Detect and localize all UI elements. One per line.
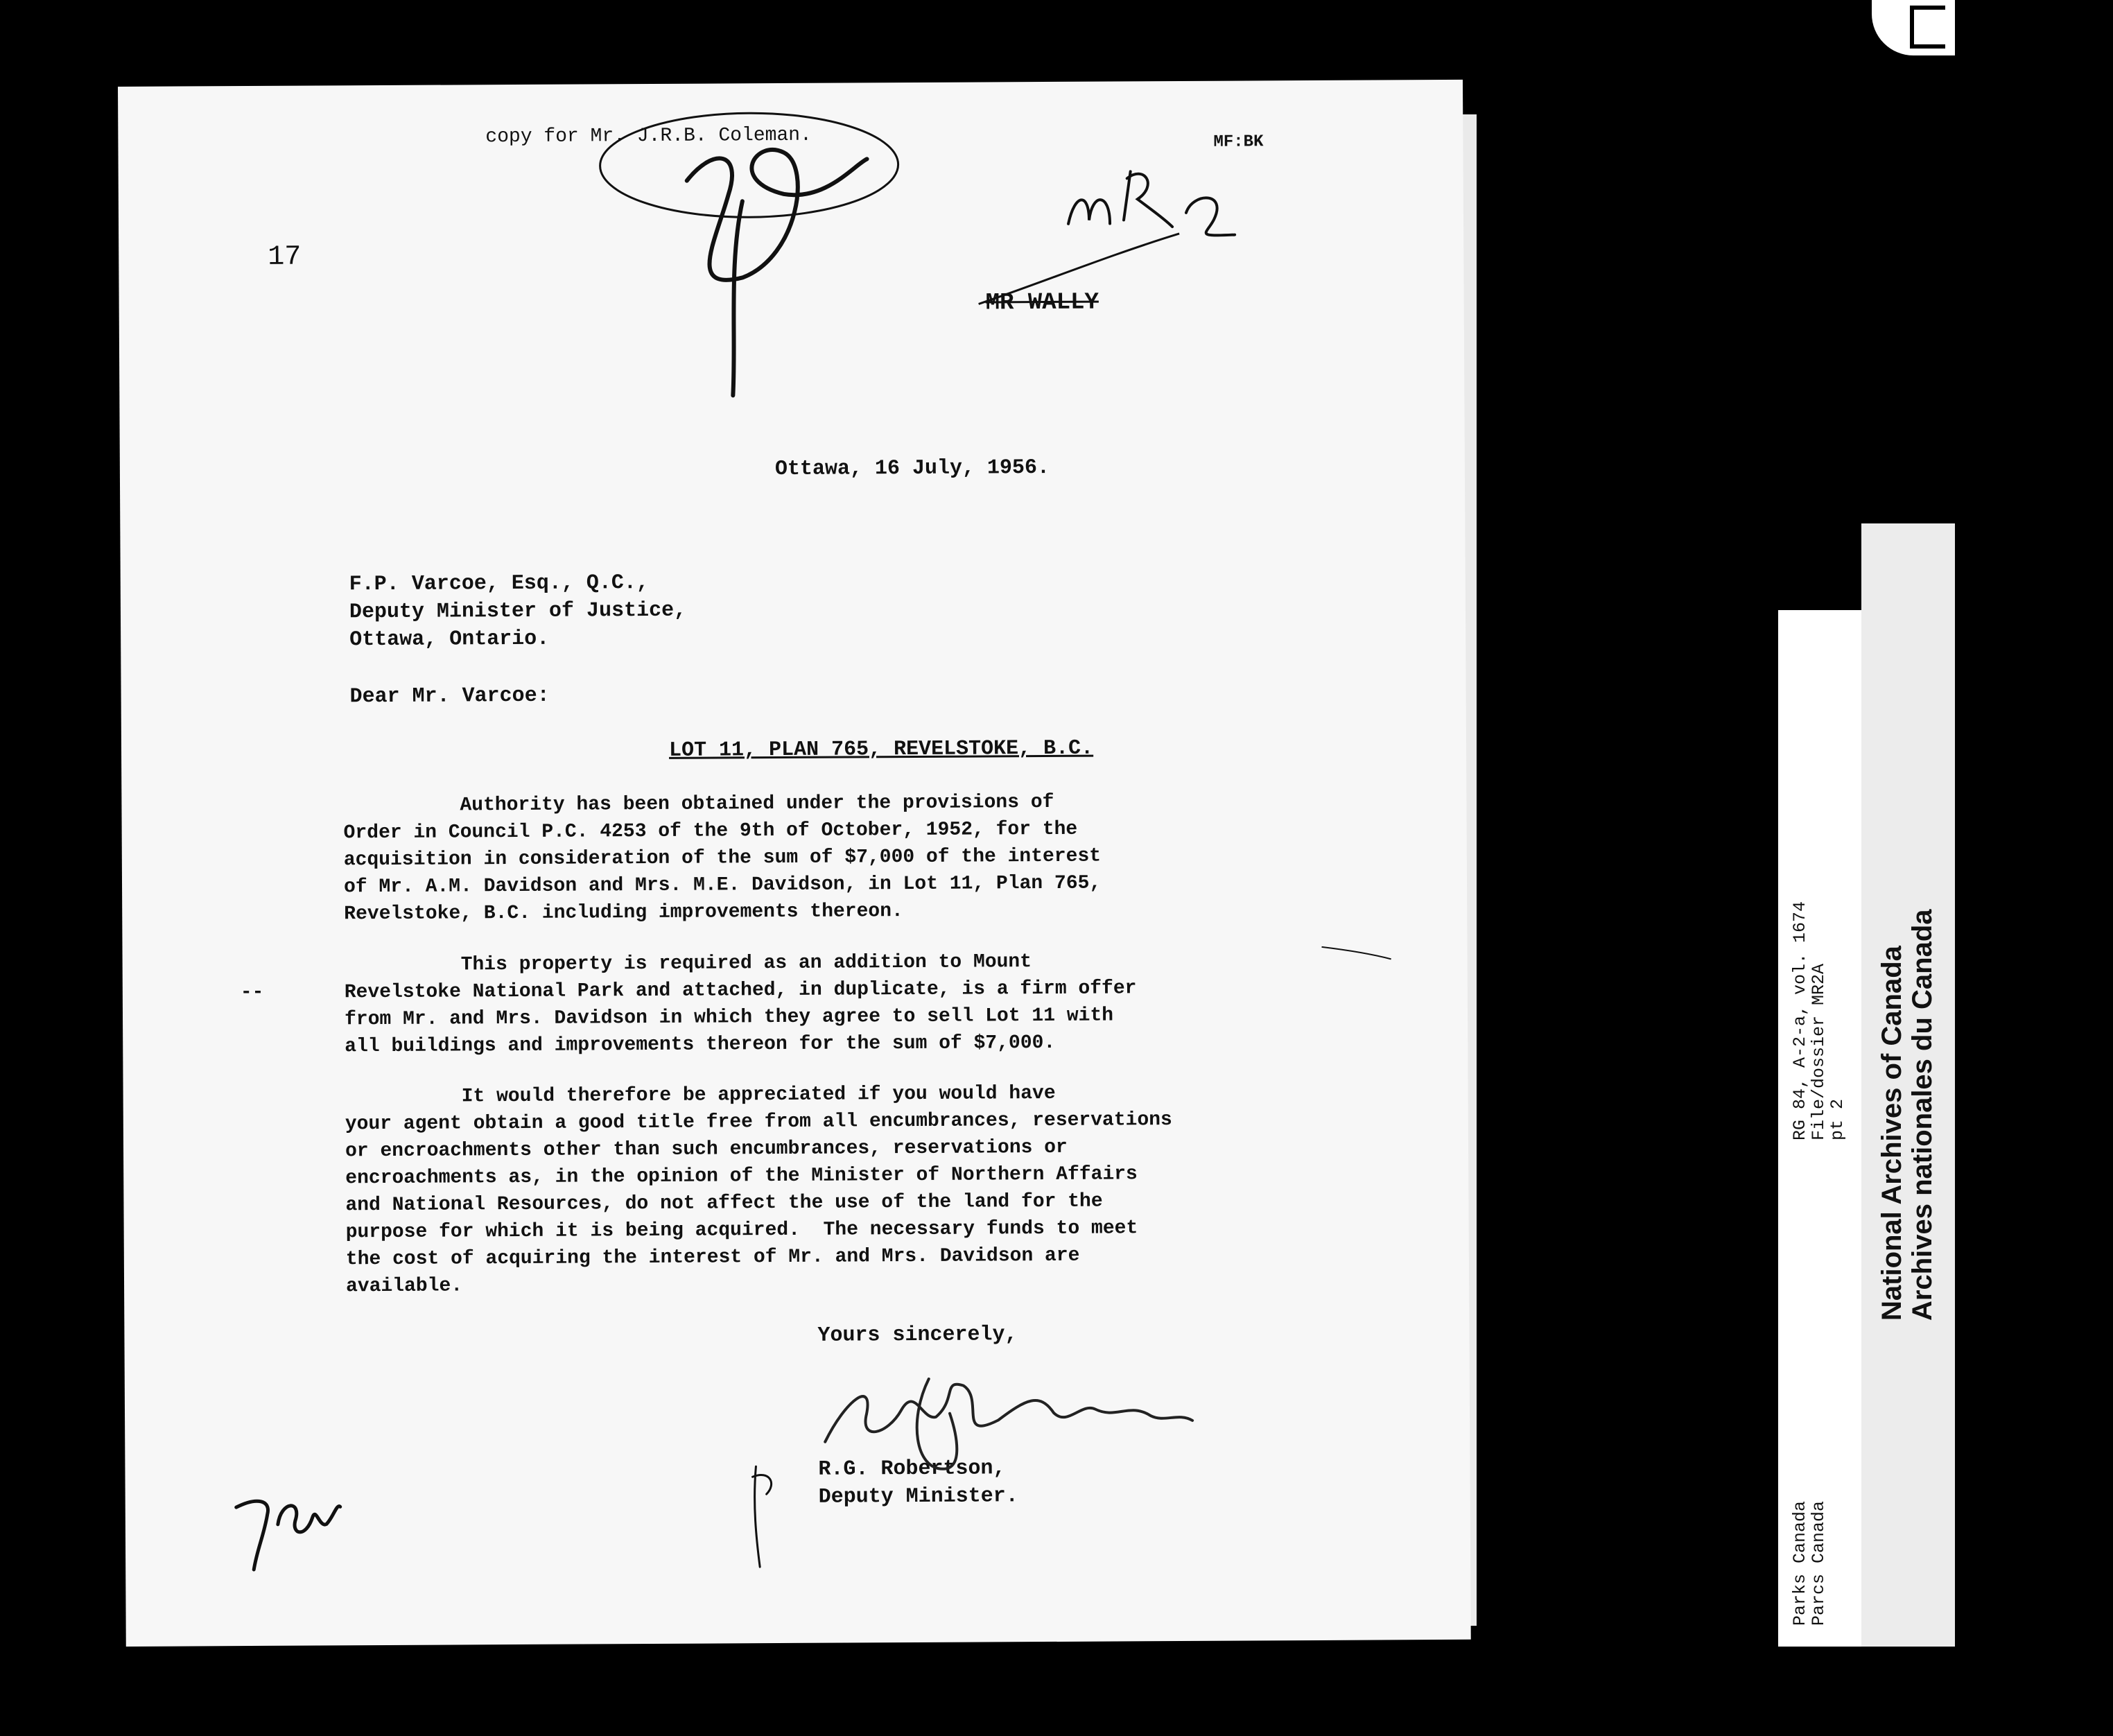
paragraph-3 xyxy=(345,1079,1174,1300)
text-line: This property is required as an addition to Mount xyxy=(344,951,1032,977)
signer-title: Deputy Minister. xyxy=(818,1484,1018,1509)
text-line: Revelstoke National Park and attached, in duplicate, is a firm offer xyxy=(344,978,1137,1004)
label-agency-fr: Parcs Canada xyxy=(1809,1500,1829,1626)
letter-body xyxy=(118,80,1471,1647)
text-line: or encroachments other than such encumbrances, reservations or xyxy=(345,1136,1068,1163)
text-line: available. xyxy=(345,1275,463,1298)
address-line: Ottawa, Ontario. xyxy=(349,627,550,652)
text-line: of Mr. A.M. Davidson and Mrs. M.E. Davidson, in Lot 11, Plan 765, xyxy=(343,872,1102,899)
text-line: encroachments as, in the opinion of the Minister of Northern Affairs xyxy=(345,1163,1138,1190)
archive-reference-label xyxy=(1778,610,1861,1647)
label-part: pt 2 xyxy=(1827,1098,1847,1140)
edge-mark xyxy=(1322,946,1391,960)
margin-dash: -- xyxy=(240,981,264,1004)
archives-strip xyxy=(1861,523,1955,1647)
text-line: all buildings and improvements thereon for the sum of $7,000. xyxy=(345,1032,1056,1058)
initials-scribble xyxy=(686,149,868,395)
text-line: Authority has been obtained under the provisions of xyxy=(343,791,1054,817)
text-line: from Mr. and Mrs. Davidson in which they agree to sell Lot 11 with xyxy=(344,1005,1114,1031)
filed-stamp: MR WALLY xyxy=(985,289,1099,317)
closing: Yours sincerely, xyxy=(817,1323,1018,1348)
letter-page xyxy=(118,80,1471,1647)
reference-initials: MF:BK xyxy=(1213,132,1264,152)
archives-name-fr: Archives nationales du Canada xyxy=(1907,909,1938,1321)
label-file: File/dossier MR2A xyxy=(1809,963,1829,1140)
text-line: acquisition in consideration of the sum of $7,000 of the interest xyxy=(343,845,1102,871)
text-line: Revelstoke, B.C. including improvements thereon. xyxy=(344,901,903,926)
letter-date: Ottawa, 16 July, 1956. xyxy=(774,455,1050,482)
text-line: Order in Council P.C. 4253 of the 9th of October, 1952, for the xyxy=(343,818,1078,844)
archives-name-en: National Archives of Canada xyxy=(1877,946,1907,1321)
text-line: It would therefore be appreciated if you would have xyxy=(345,1082,1056,1109)
signer-name: R.G. Robertson, xyxy=(818,1457,1006,1482)
subject-line: LOT 11, PLAN 765, REVELSTOKE, B.C. xyxy=(668,736,1094,763)
label-agency-en: Parks Canada xyxy=(1790,1500,1810,1626)
signature-block xyxy=(818,1455,1018,1511)
corner-registration-mark xyxy=(1872,0,1955,55)
address-line: Deputy Minister of Justice, xyxy=(349,598,687,625)
margin-initials xyxy=(236,1501,341,1570)
paragraph-1 xyxy=(343,789,1101,928)
salutation: Dear Mr. Varcoe: xyxy=(349,684,550,709)
text-line: purpose for which it is being acquired. The necessary funds to meet xyxy=(345,1217,1138,1244)
paragraph-2 xyxy=(345,948,1137,1060)
label-record-group: RG 84, A-2-a, vol. 1674 xyxy=(1790,901,1810,1140)
address-line: F.P. Varcoe, Esq., Q.C., xyxy=(349,571,649,597)
copy-line: copy for Mr. J.R.B. Coleman. xyxy=(485,124,812,148)
text-line: and National Resources, do not affect the use of the land for the xyxy=(345,1190,1103,1217)
margin-number: 17 xyxy=(268,241,302,273)
text-line: your agent obtain a good title free from all encumbrances, reservations xyxy=(345,1109,1172,1136)
handwritten-mr2 xyxy=(1068,171,1235,236)
text-line: the cost of acquiring the interest of Mr. and Mrs. Davidson are xyxy=(345,1244,1080,1271)
margin-tick xyxy=(752,1466,772,1567)
recipient-address xyxy=(349,569,687,654)
